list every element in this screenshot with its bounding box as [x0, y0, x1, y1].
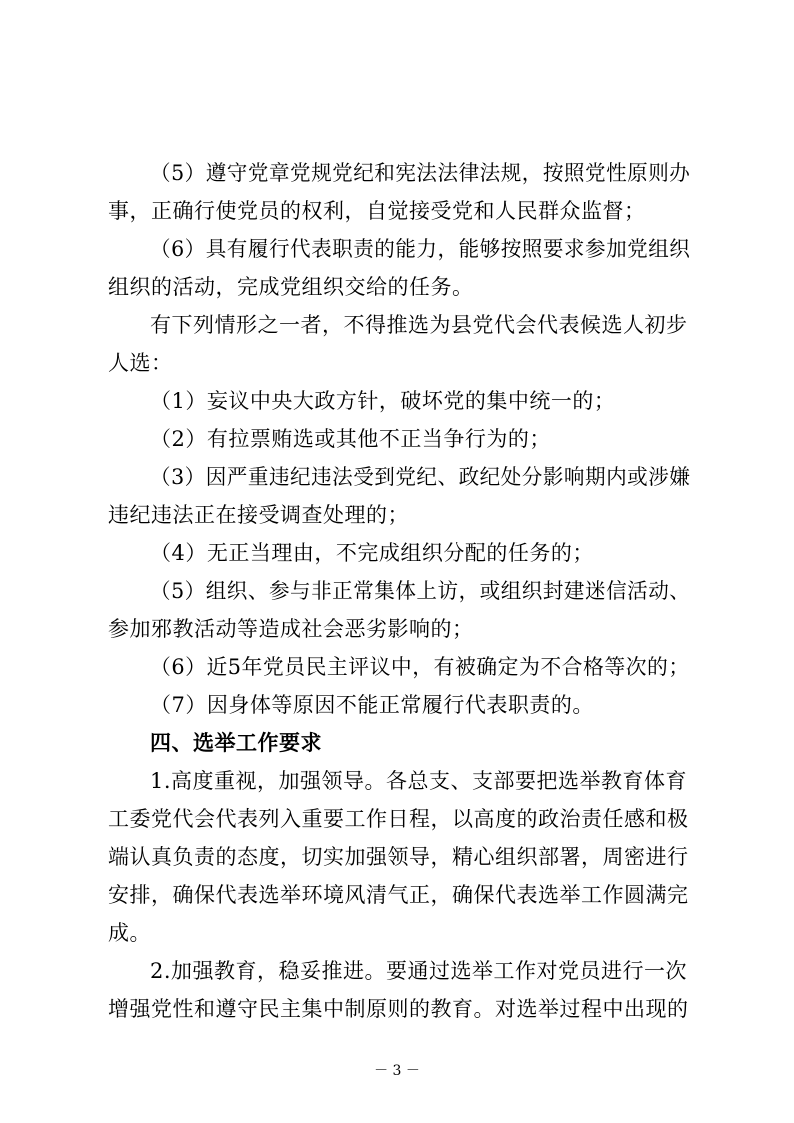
paragraph-line: 组织的活动，完成党组织交给的任务。 — [108, 275, 474, 299]
paragraph-line: （6）具有履行代表职责的能力，能够按照要求参加党组织 — [150, 237, 691, 261]
list-item: （6）近5年党员民主评议中，有被确定为不合格等次的； — [150, 655, 690, 679]
list-item: （2）有拉票贿选或其他不正当争行为的； — [150, 427, 551, 451]
paragraph-line: 增强党性和遵守民主集中制原则的教育。对选举过程中出现的 — [108, 997, 689, 1021]
paragraph-line: 人选： — [108, 351, 173, 375]
paragraph-line: 端认真负责的态度，切实加强领导，精心组织部署，周密进行 — [108, 845, 689, 869]
paragraph-line: 1.高度重视，加强领导。各总支、支部要把选举教育体育 — [150, 769, 688, 793]
paragraph-line: 有下列情形之一者，不得推选为县党代会代表候选人初步 — [150, 313, 688, 337]
list-item-continuation: 违纪违法正在接受调查处理的； — [108, 503, 409, 527]
list-item: （4）无正当理由，不完成组织分配的任务的； — [150, 541, 594, 565]
list-item: （3）因严重违纪违法受到党纪、政纪处分影响期内或涉嫌 — [150, 465, 691, 489]
paragraph-line: 事，正确行使党员的权利，自觉接受党和人民群众监督； — [108, 199, 646, 223]
paragraph-line: 安排，确保代表选举环境风清气正，确保代表选举工作圆满完 — [108, 883, 689, 907]
paragraph-line: （5）遵守党章党规党纪和宪法法律法规，按照党性原则办 — [150, 161, 691, 185]
paragraph-line: 工委党代会代表列入重要工作日程，以高度的政治责任感和极 — [108, 807, 689, 831]
list-item: （7）因身体等原因不能正常履行代表职责的。 — [150, 693, 594, 717]
page-number: － 3 － — [374, 1063, 420, 1079]
paragraph-line: 成。 — [108, 921, 151, 945]
list-item: （1）妄议中央大政方针，破坏党的集中统一的； — [150, 389, 616, 413]
list-item: （5）组织、参与非正常集体上访，或组织封建迷信活动、 — [150, 579, 691, 603]
section-heading: 四、选举工作要求 — [150, 731, 322, 755]
paragraph-line: 2.加强教育，稳妥推进。要通过选举工作对党员进行一次 — [150, 959, 688, 983]
list-item-continuation: 参加邪教活动等造成社会恶劣影响的； — [108, 617, 474, 641]
